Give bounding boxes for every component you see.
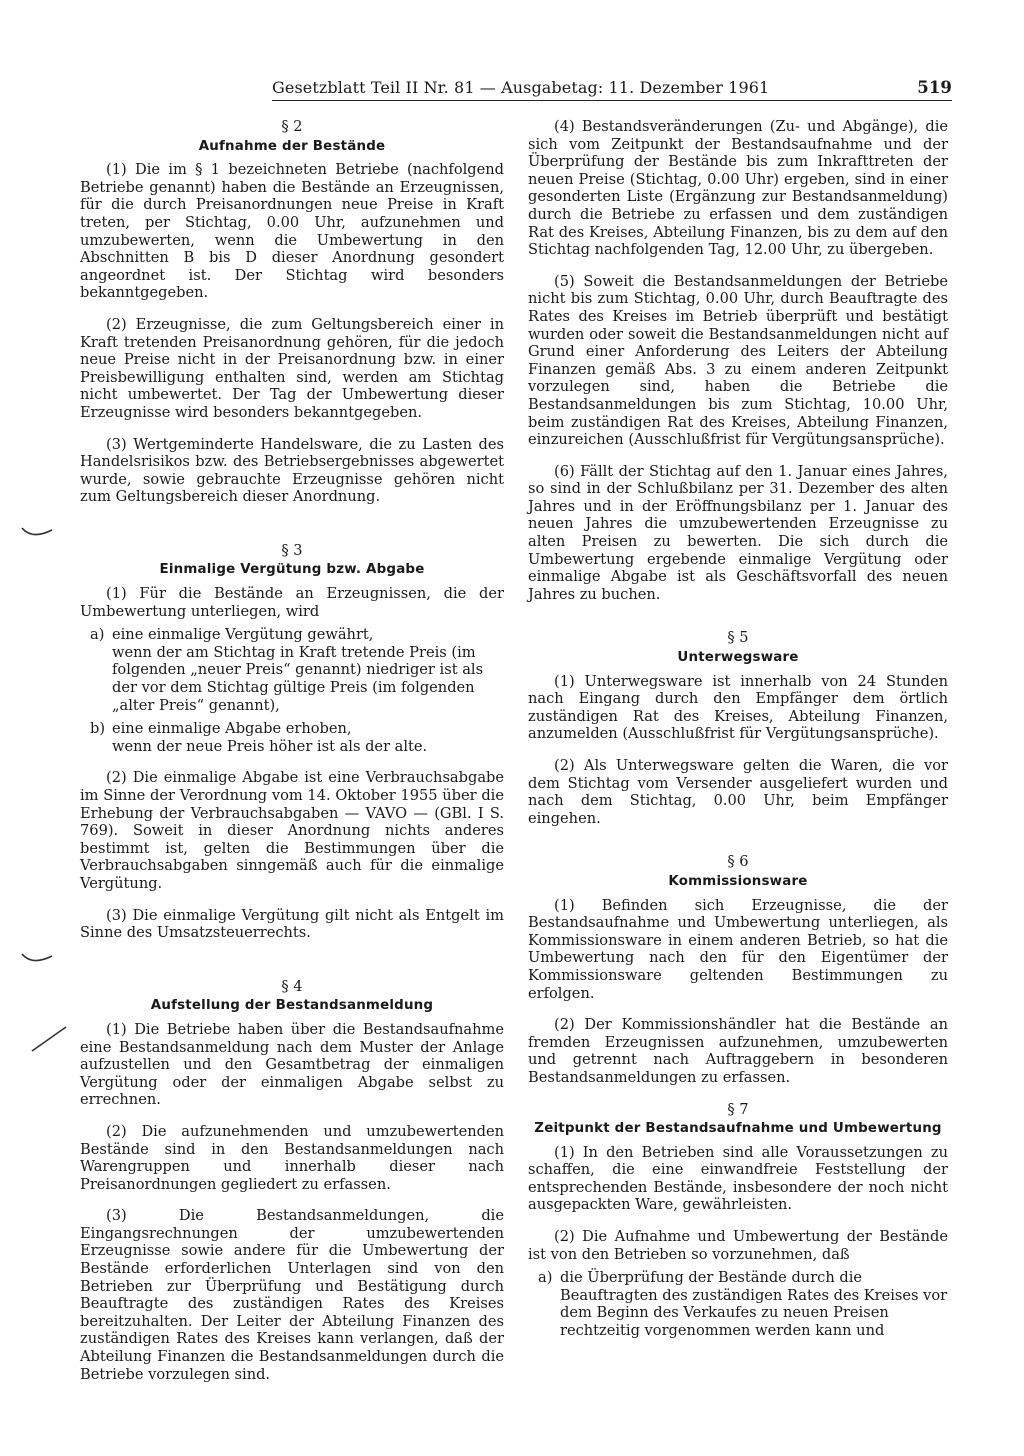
- section-2-para-2: (2) Erzeugnisse, die zum Geltungsbereich einer in Kraft tretenden Preisanordnung gehören, für die jedoch neue Preise nicht in der Preisanordnung bzw. in einer Preisbewilligung enthalten sind, werden am Stichtag nicht umbewertet. Der Tag der Umbewertung dieser Erzeugnisse wird besonders bekanntgegeben.: [80, 315, 504, 421]
- section-5-para-1: (1) Unterwegsware ist innerhalb von 24 Stunden nach Eingang durch den Empfänger dem örtlich zuständigen Rat des Kreises, Abteilung Finanzen, anzumelden (Ausschlußfrist für Vergütungsansprüche).: [528, 672, 948, 743]
- margin-check-mark-1: [20, 524, 54, 542]
- item-b-line-2: wenn der neue Preis höher ist als der alte.: [112, 737, 428, 755]
- section-4-para-1: (1) Die Betriebe haben über die Bestandsaufnahme eine Bestandsanmeldung nach dem Muster der Anlage aufzustellen und den Gesamtbetrag der einmaligen Vergütung oder der einmaligen Abgabe selbst zu errechnen.: [80, 1020, 504, 1109]
- item-a-label: a): [90, 626, 105, 644]
- section-7-item-a: [528, 1269, 948, 1339]
- left-column: [80, 118, 504, 1397]
- section-4-para-4: (4) Bestandsveränderungen (Zu- und Abgänge), die sich vom Zeitpunkt der Bestandsaufnahme und der Überprüfung der Bestände bis zum Inkrafttreten der neuen Preise (Stichtag, 0.00 Uhr) ergeben, sind in einer gesonderten Liste (Ergänzung zur Bestandsanmeldung) durch die Betriebe zu erfassen und dem zuständigen Rat des Kreises, Abteilung Finanzen, bis zu dem auf den Stichtag nachfolgenden Tag, 12.00 Uhr, zu übergeben.: [528, 118, 948, 259]
- section-2-number: § 2: [281, 118, 303, 135]
- section-6-para-1: (1) Befinden sich Erzeugnisse, die der Bestandsaufnahme und Umbewertung unterliegen, als Kommissionsware in einem anderen Betrieb, so hat die Umbewertung nach den für den Eigentümer der Kommissionsware geltenden Bestimmungen zu erfolgen.: [528, 896, 948, 1002]
- section-5-number: § 5: [727, 629, 749, 647]
- section-4-title: Aufstellung der Bestandsanmeldung: [150, 998, 434, 1014]
- item-a-line-2: wenn der am Stichtag in Kraft tretende Preis (im folgenden „neuer Preis“ genannt) niedriger ist als der vor dem Stichtag gültige Preis (im folgenden „alter Preis“ genannt),: [112, 643, 484, 714]
- right-column: [528, 118, 948, 1346]
- header-title: Gesetzblatt Teil II Nr. 81 — Ausgabetag: 11. Dezember 1961: [272, 78, 770, 97]
- page-header: [272, 78, 952, 102]
- section-3-title: Einmalige Vergütung bzw. Abgabe: [159, 562, 425, 578]
- item-b-line-1: eine einmalige Abgabe erhoben,: [112, 720, 352, 738]
- section-6-para-2: (2) Der Kommissionshändler hat die Bestände an fremden Erzeugnissen aufzunehmen, umzubewerten und getrennt nach Auftraggebern in besonderen Bestandsanmeldungen zu erfassen.: [528, 1016, 948, 1086]
- section-5-para-2: (2) Als Unterwegsware gelten die Waren, die vor dem Stichtag vom Versender ausgeliefert wurden und nach dem Stichtag, 0.00 Uhr, beim Empfänger eingehen.: [528, 757, 948, 827]
- section-3-item-a: [80, 626, 504, 714]
- section-3-para-3: (3) Die einmalige Vergütung gilt nicht als Entgelt im Sinne des Umsatzsteuerrechts.: [80, 906, 504, 942]
- section-4-para-5: (5) Soweit die Bestandsanmeldungen der Betriebe nicht bis zum Stichtag, 0.00 Uhr, durch Beauftragte des Rates des Kreises im Betrieb überprüft und bestätigt wurden oder soweit die Bestandsanmeldungen nicht auf Grund einer Anforderung des Leiters der Abteilung Finanzen gemäß Abs. 3 zu einem anderen Zeitpunkt vorzulegen sind, haben die Betriebe die Bestandsanmeldungen bis zum Stichtag, 10.00 Uhr, beim zuständigen Rat des Kreises, Abteilung Finanzen, einzureichen (Ausschlußfrist für Vergütungsansprüche).: [528, 272, 948, 449]
- section-6-number: § 6: [727, 853, 749, 871]
- section-2-para-3: (3) Wertgeminderte Handelsware, die zu Lasten des Handelsrisikos bzw. des Betriebsergebnisses abgewertet wurde, sowie gebrauchte Erzeugnisse gehören nicht zum Geltungsbereich dieser Anordnung.: [80, 435, 504, 506]
- section-7-para-2: (2) Die Aufnahme und Umbewertung der Bestände ist von den Betrieben so vorzunehmen, daß: [528, 1228, 948, 1263]
- section-3-number: § 3: [281, 541, 303, 559]
- margin-check-mark-2: [20, 950, 54, 968]
- item-a-line-1: eine einmalige Vergütung gewährt,: [112, 626, 374, 644]
- section-4-para-3: (3) Die Bestandsanmeldungen, die Eingangsrechnungen der umzubewertenden Erzeugnisse sowie andere für die Umbewertung der Bestände erforderlichen Unterlagen sind von den Betrieben zur Überprüfung und Bestätigung durch Beauftragte des zuständigen Rates des Kreises bereitzuhalten. Der Leiter der Abteilung Finanzen des zuständigen Rates des Kreises kann verlangen, daß der Abteilung Finanzen die Bestandsanmeldungen durch die Betriebe vorzulegen sind.: [80, 1207, 504, 1383]
- section-7-number: § 7: [727, 1100, 749, 1118]
- item-b-label: b): [90, 720, 106, 738]
- margin-slash-mark: [28, 1024, 70, 1054]
- section-7-para-1: (1) In den Betrieben sind alle Voraussetzungen zu schaffen, die eine einwandfreie Feststellung der entsprechenden Bestände, insbesondere der noch nicht ausgepackten Ware, gewährleisten.: [528, 1143, 948, 1214]
- section-3-para-2: (2) Die einmalige Abgabe ist eine Verbrauchsabgabe im Sinne der Verordnung vom 14. Oktober 1955 über die Erhebung der Verbrauchsabgaben — VAVO — (GBl. I S. 769). Soweit in dieser Anordnung nichts anderes bestimmt ist, gelten die Bestimmungen über die Verbrauchsabgaben sinngemäß auch für die einmalige Vergütung.: [80, 769, 504, 892]
- section-2-para-1: (1) Die im § 1 bezeichneten Betriebe (nachfolgend Betriebe genannt) haben die Bestände an Erzeugnissen, für die durch Preisanordnungen neue Preise in Kraft treten, per Stichtag, 0.00 Uhr, aufzunehmen und umzubewerten, wenn die Umbewertung in den Abschnitten B bis D dieser Anordnung gesondert angeordnet ist. Der Stichtag wird besonders bekanntgegeben.: [80, 161, 504, 302]
- section-2-title: Aufnahme der Bestände: [198, 138, 386, 154]
- section-7-title: Zeitpunkt der Bestandsaufnahme und Umbewertung: [534, 1121, 942, 1137]
- section-3-item-b: [80, 720, 504, 755]
- section-3-para-1: (1) Für die Bestände an Erzeugnissen, die der Umbewertung unterliegen, wird: [80, 585, 504, 620]
- s7-item-a-label: a): [538, 1269, 553, 1287]
- section-4-para-6: (6) Fällt der Stichtag auf den 1. Januar eines Jahres, so sind in der Schlußbilanz per 31. Dezember des alten Jahres und in der Eröffnungsbilanz per 1. Januar des neuen Jahres die umzubewertenden Erzeugnisse zu alten Preisen zu bewerten. Die sich durch die Umbewertung ergebende einmalige Vergütung oder einmalige Abgabe ist als Geschäftsvorfall des neuen Jahres zu buchen.: [528, 462, 948, 603]
- s7-item-a-text: die Überprüfung der Bestände durch die Beauftragten des zuständigen Rates des Kreises vor dem Beginn des Verkaufes zu neuen Preisen rechtzeitig vorgenommen werden kann und: [560, 1269, 948, 1340]
- section-5-title: Unterwegsware: [677, 650, 799, 666]
- header-rule: [272, 100, 952, 101]
- section-6-title: Kommissionsware: [668, 873, 808, 889]
- page-number: 519: [917, 78, 952, 97]
- section-4-number: § 4: [281, 977, 303, 995]
- section-4-para-2: (2) Die aufzunehmenden und umzubewertenden Bestände sind in den Bestandsanmeldungen nach Warengruppen und innerhalb dieser nach Preisanordnungen gegliedert zu erfassen.: [80, 1122, 504, 1193]
